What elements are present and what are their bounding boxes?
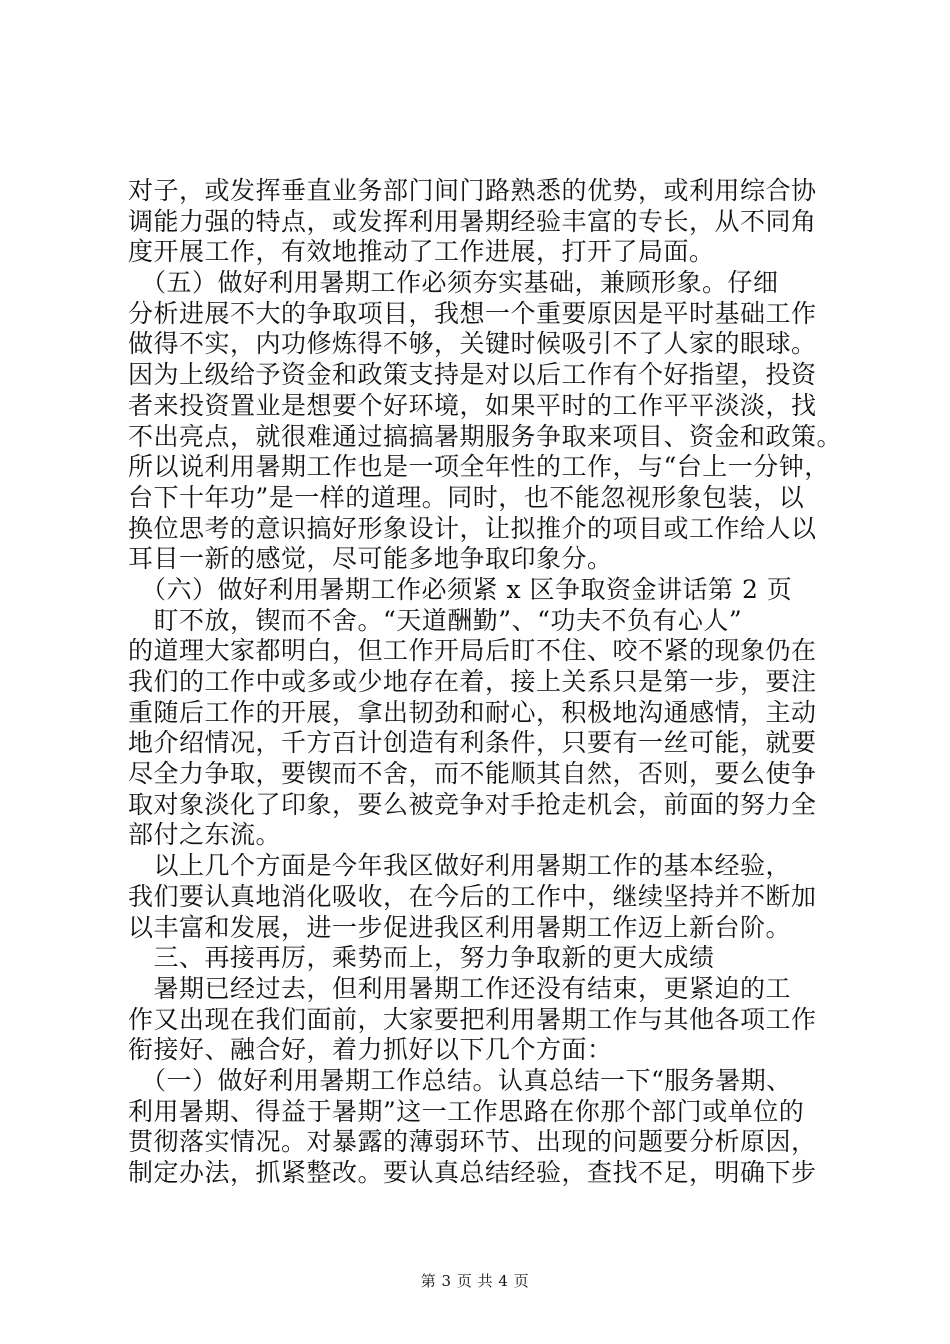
- text-line: （五）做好利用暑期工作必须夯实基础，兼顾形象。仔细: [128, 268, 779, 298]
- text-line: 不出亮点，就很难通过搞搞暑期服务争取来项目、资金和政策。: [128, 421, 843, 451]
- text-line: 台下十年功”是一样的道理。同时，也不能忽视形象包装，以: [128, 482, 805, 512]
- text-line: 盯不放，锲而不舍。“天道酬勤”、“功夫不负有心人”: [128, 605, 743, 635]
- text-line: 利用暑期、得益于暑期”这一工作思路在你那个部门或单位的: [128, 1096, 805, 1126]
- text-line: 所以说利用暑期工作也是一项全年性的工作，与“台上一分钟，: [128, 452, 830, 482]
- text-line: 的道理大家都明白，但工作开局后盯不住、咬不紧的现象仍在: [128, 636, 817, 666]
- body-text: [128, 176, 843, 1189]
- text-line: 以丰富和发展，进一步促进我区利用暑期工作迈上新台阶。: [128, 912, 792, 942]
- text-line: （六）做好利用暑期工作必须紧 x 区争取资金讲话第 2 页: [128, 574, 793, 604]
- text-line: 取对象淡化了印象，要么被竞争对手抢走机会，前面的努力全: [128, 789, 817, 819]
- text-line: 度开展工作，有效地推动了工作进展，打开了局面。: [128, 237, 715, 267]
- text-line: 地介绍情况，千方百计创造有利条件，只要有一丝可能，就要: [128, 728, 817, 758]
- text-line: 部付之东流。: [128, 820, 282, 850]
- text-line: 我们要认真地消化吸收，在今后的工作中，继续坚持并不断加: [128, 881, 817, 911]
- text-line: 者来投资置业是想要个好环境，如果平时的工作平平淡淡，找: [128, 390, 817, 420]
- text-line: 尽全力争取，要锲而不舍，而不能顺其自然，否则，要么使争: [128, 759, 817, 789]
- page-footer: 第 3 页 共 4 页: [420, 1272, 530, 1290]
- text-line: 耳目一新的感觉，尽可能多地争取印象分。: [128, 544, 613, 574]
- text-line: 重随后工作的开展，拿出韧劲和耐心，积极地沟通感情，主动: [128, 697, 817, 727]
- text-line: 暑期已经过去，但利用暑期工作还没有结束，更紧迫的工: [128, 973, 792, 1003]
- text-line: 分析进展不大的争取项目，我想一个重要原因是平时基础工作: [128, 298, 817, 328]
- text-line: 因为上级给予资金和政策支持是对以后工作有个好指望，投资: [128, 360, 817, 390]
- text-line: 调能力强的特点，或发挥利用暑期经验丰富的专长，从不同角: [128, 206, 817, 236]
- text-line: 制定办法，抓紧整改。要认真总结经验，查找不足，明确下步: [128, 1158, 817, 1187]
- text-line: 对子，或发挥垂直业务部门间门路熟悉的优势，或利用综合协: [128, 176, 817, 205]
- text-line: 三、再接再厉，乘势而上，努力争取新的更大成绩: [128, 943, 715, 973]
- text-line: （一）做好利用暑期工作总结。认真总结一下“服务暑期、: [128, 1065, 792, 1095]
- text-line: 衔接好、融合好，着力抓好以下几个方面：: [128, 1035, 613, 1065]
- text-line: 换位思考的意识搞好形象设计，让拟推介的项目或工作给人以: [128, 513, 817, 543]
- text-line: 以上几个方面是今年我区做好利用暑期工作的基本经验，: [128, 851, 792, 881]
- text-line: 做得不实，内功修炼得不够，关键时候吸引不了人家的眼球。: [128, 329, 817, 359]
- text-line: 我们的工作中或多或少地存在着，接上关系只是第一步，要注: [128, 667, 817, 696]
- text-line: 作又出现在我们面前，大家要把利用暑期工作与其他各项工作: [128, 1004, 817, 1034]
- text-line: 贯彻落实情况。对暴露的薄弱环节、出现的问题要分析原因，: [128, 1127, 817, 1157]
